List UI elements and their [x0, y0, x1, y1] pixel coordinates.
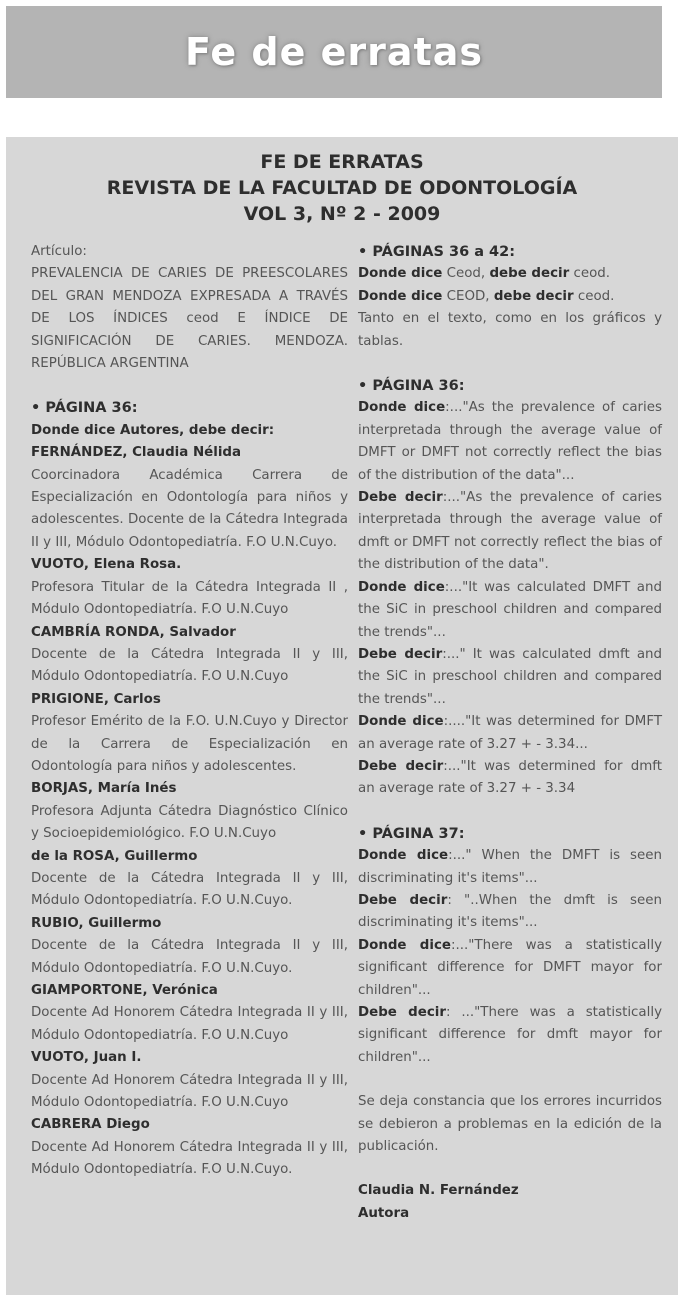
correction-label: Debe decir	[358, 646, 443, 662]
correction-label: Donde dice	[358, 848, 449, 864]
author-name: CAMBRÍA RONDA, Salvador	[31, 624, 236, 640]
author-role: Profesor Emérito de la F.O. U.N.Cuyo y Director de la Carrera de Especialización en Odontología para niños y adolescentes.	[31, 714, 348, 774]
correction-line	[358, 263, 662, 285]
signature-name: Claudia N. Fernández	[358, 1183, 519, 1199]
correction-item	[358, 487, 662, 577]
author-name: CABRERA Diego	[31, 1117, 150, 1133]
author-name: VUOTO, Juan I.	[31, 1050, 142, 1066]
correction-label: Donde dice	[358, 288, 443, 304]
section-heading-pages-36-42: • PÁGINAS 36 a 42:	[358, 244, 516, 260]
author-role: Docente de la Cátedra Integrada II y III, Módulo Odontopediatría. F.O U.N.Cuyo.	[31, 870, 348, 909]
correction-item	[358, 756, 662, 801]
banner-title: Fe de erratas	[185, 30, 483, 74]
correction-item	[358, 397, 662, 487]
author-role: Docente Ad Honorem Cátedra Integrada II y III, Módulo Odontopediatría. F.O U.N.Cuyo	[31, 1005, 348, 1043]
correction-label: Donde dice	[358, 266, 443, 282]
author-role: Coorcinadora Académica Carrera de Especialización en Odontología para niños y adolescentes. Docente de la Cátedra Integrada II y III, Módulo Odontopediatría. F.O U.N.Cuyo.	[31, 467, 348, 550]
author-role: Profesora Adjunta Cátedra Diagnóstico Clínico y Socioepidemiológico. F.O U.N.Cuyo	[31, 803, 348, 842]
correction-text: :..."It was calculated DMFT and the SiC in preschool children and compared the trends"...	[358, 579, 663, 640]
correction-label: debe decir	[493, 288, 574, 304]
correction-label: Donde dice	[358, 937, 451, 953]
correction-note: Tanto en el texto, como en los gráficos y tablas.	[358, 311, 662, 349]
correction-text: :..."It was determined for dmft an average rate of 3.27 + - 3.34	[358, 758, 662, 797]
authors-intro: Donde dice Autores, debe decir:	[31, 422, 275, 438]
author-name: FERNÁNDEZ, Claudia Nélida	[31, 445, 242, 461]
author-name: RUBIO, Guillermo	[31, 915, 162, 931]
correction-item	[358, 890, 662, 935]
author-role: Docente Ad Honorem Cátedra Integrada II y III, Módulo Odontopediatría. F.O U.N.Cuyo.	[31, 1139, 348, 1178]
correction-text: CEOD,	[442, 288, 494, 304]
heading-line-2: REVISTA DE LA FACULTAD DE ODONTOLOGÍA	[106, 177, 578, 199]
errata-heading	[6, 149, 678, 227]
correction-item	[358, 711, 662, 756]
correction-label: Donde dice	[358, 579, 445, 595]
author-role: Docente de la Cátedra Integrada II y III, Módulo Odontopediatría. F.O U.N.Cuyo.	[31, 938, 348, 976]
correction-text: ceod.	[569, 266, 611, 282]
author-name: PRIGIONE, Carlos	[31, 691, 161, 707]
author-name: BORJAS, María Inés	[31, 781, 177, 797]
signature-role: Autora	[358, 1205, 410, 1221]
author-name: GIAMPORTONE, Verónica	[31, 983, 218, 998]
correction-text: : "..When the dmft is seen discriminating it's items"...	[358, 892, 662, 931]
correction-item	[358, 644, 662, 711]
heading-line-1: FE DE ERRATAS	[260, 151, 424, 173]
section-heading-page-37: • PÁGINA 37:	[358, 825, 465, 842]
author-role: Profesora Titular de la Cátedra Integrada II , Módulo Odontopediatría. F.O U.N.Cuyo	[31, 579, 348, 618]
correction-item	[358, 1002, 662, 1069]
correction-label: Debe decir	[358, 1005, 446, 1020]
correction-text: : ..."There was a statistically significant difference for dmft mayor for children"...	[358, 1005, 662, 1065]
correction-text: :..."There was a statistically significant difference for DMFT mayor for children"...	[358, 937, 662, 998]
correction-item	[358, 935, 662, 1002]
author-name: de la ROSA, Guillermo	[31, 848, 198, 864]
correction-label: Donde dice	[358, 400, 446, 416]
correction-text: :..." When the DMFT is seen discriminating it's items"...	[358, 848, 662, 886]
correction-item	[358, 577, 662, 644]
author-role: Docente Ad Honorem Cátedra Integrada II y III, Módulo Odontopediatría. F.O U.N.Cuyo	[31, 1072, 348, 1111]
section-heading-page-36-abstract: • PÁGINA 36:	[358, 378, 465, 395]
correction-line	[358, 286, 662, 308]
correction-text: Ceod,	[442, 266, 490, 282]
correction-label: Donde dice	[358, 714, 444, 730]
correction-item	[358, 845, 662, 890]
errata-panel	[6, 137, 678, 1295]
heading-line-3: VOL 3, Nº 2 - 2009	[243, 203, 441, 225]
correction-label: Debe decir	[358, 758, 444, 774]
correction-text: :..." It was calculated dmft and the SiC in preschool children and compared the trends"...	[358, 646, 663, 707]
correction-label: Debe decir	[358, 892, 448, 908]
author-name: VUOTO, Elena Rosa.	[31, 557, 182, 573]
correction-label: Debe decir	[358, 490, 443, 506]
article-label: Artículo:	[31, 244, 87, 259]
correction-label: debe decir	[489, 266, 570, 282]
header-banner	[6, 6, 662, 98]
closing-note: Se deja constancia que los errores incurridos se debieron a problemas en la edición de la publicación.	[358, 1094, 662, 1155]
left-column	[31, 241, 348, 1182]
correction-text: :..."As the prevalence of caries interpretada through the average value of dmft or DMFT not correctly reflect the bias of the distribution of the data".	[358, 490, 662, 573]
section-heading-page-36-authors: • PÁGINA 36:	[31, 400, 138, 417]
right-column	[358, 241, 662, 1225]
correction-text: ceod.	[573, 288, 615, 304]
author-role: Docente de la Cátedra Integrada II y III, Módulo Odontopediatría. F.O U.N.Cuyo	[31, 646, 348, 685]
article-title: PREVALENCIA DE CARIES DE PREESCOLARES DEL GRAN MENDOZA EXPRESADA A TRAVÉS DE LOS ÍNDICES ceod E ÍNDICE DE SIGNIFICACIÓN DE CARIES. MENDOZA. REPÚBLICA ARGENTINA	[31, 266, 348, 372]
correction-text: :...."It was determined for DMFT an average rate of 3.27 + - 3.34...	[358, 714, 662, 752]
correction-text: :..."As the prevalence of caries interpretada through the average value of DMFT or DMFT not correctly reflect the bias of the distribution of the data"...	[358, 400, 662, 483]
